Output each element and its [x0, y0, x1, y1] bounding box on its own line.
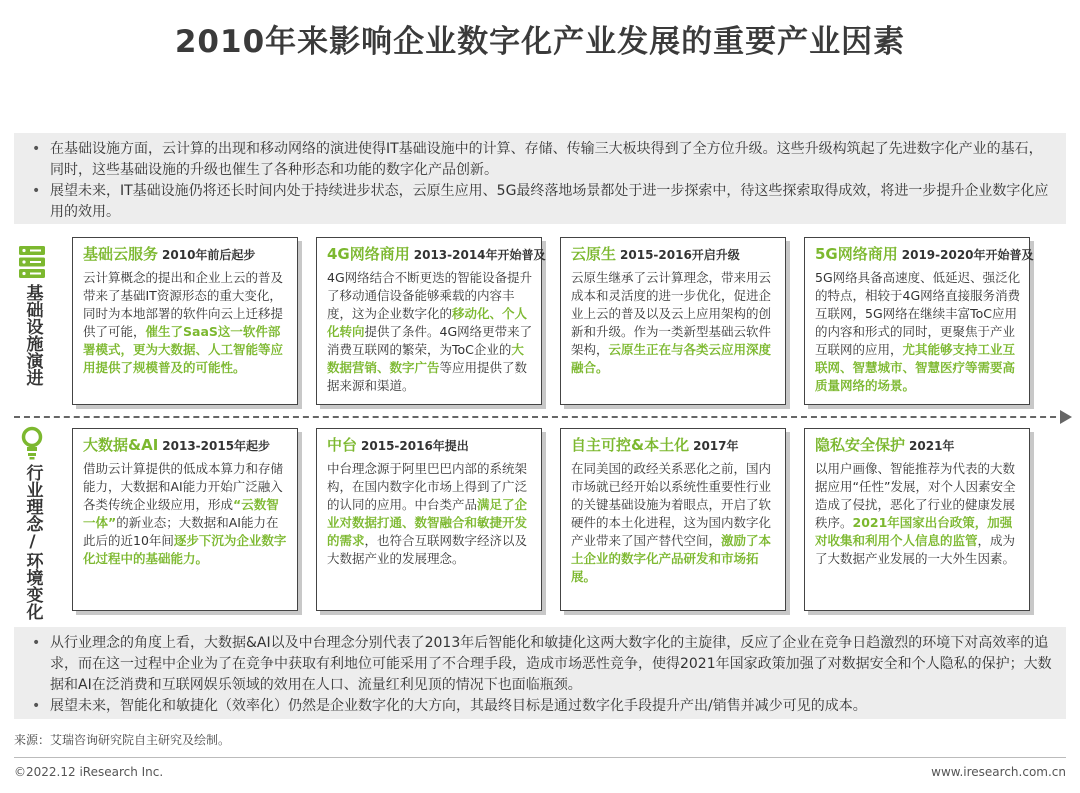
- body-text: 5G网络具备高速度、低延迟、强泛化的特点，相较于4G网络直接服务消费互联网，5G网络在继续丰富ToC应用的内容和形式的同时，更聚焦于产业互联网的应用，: [815, 270, 1021, 357]
- infra-card-cloud-native: [560, 237, 786, 405]
- industry-card-privacy: [804, 428, 1030, 611]
- highlighted-text: 云原生正在与各类云应用深度融合。: [571, 342, 772, 375]
- highlighted-text: 逐步下沉为企业数字化过程中的基础能力。: [83, 533, 287, 566]
- body-text: 4G网络结合不断更迭的智能设备提升了移动通信设备能够乘载的内容丰度，这为企业数字化的: [327, 270, 533, 321]
- card-year: 2013-2014年开始普及: [413, 248, 546, 262]
- card-keyword: 大数据&AI: [83, 436, 159, 454]
- highlighted-text: 激励了本土企业的数字化产品研发和市场拓展。: [571, 533, 772, 584]
- card-keyword: 隐私安全保护: [815, 436, 906, 454]
- body-text: 借助云计算提供的低成本算力和存储能力，大数据和AI能力开始广泛融入各类传统企业级应用，形成: [83, 461, 284, 512]
- card-year: 2013-2015年起步: [162, 439, 271, 453]
- body-text: ，也符合互联网数字经济以及大数据产业的发展理念。: [327, 533, 528, 566]
- infra-section-text: 基础设施演进: [22, 284, 43, 386]
- infra-card-cloud-service: [72, 237, 298, 405]
- body-text: ，成为了大数据产业发展的一大外生因素。: [815, 533, 1016, 566]
- card-year: 2015-2016年提出: [361, 439, 469, 453]
- server-icon: [17, 244, 47, 280]
- card-year: 2010年前后起步: [162, 248, 256, 262]
- bottom-bullet-1: • 从行业理念的角度上看，大数据&AI以及中台理念分别代表了2013年后智能化和敏捷化这两大数字化的主旋律，反应了企业在竞争日趋激烈的环境下对高效率的追求，而在这一过程中企业为了在竞争中获取有利地位可能采用了不合理手段，造成市场恶性竞争，使得2021年国家政策加强了对数据安全和个人隐私的保护；大数据和AI在泛消费和互联网娱乐领域的效用在人口、流量红利见顶的情况下也面临瓶颈。: [28, 633, 1054, 696]
- source-note: 来源：艾瑞咨询研究院自主研究及绘制。: [14, 733, 231, 747]
- copyright: ©2022.12 iResearch Inc.: [14, 765, 164, 779]
- timeline-divider: [14, 416, 1066, 418]
- card-keyword: 云原生: [571, 245, 617, 263]
- footer-divider: [14, 757, 1066, 758]
- top-summary-box: [14, 133, 1066, 224]
- highlighted-text: 满足了企业对数据打通、数智融合和敏捷开发的需求: [327, 497, 528, 548]
- page-title: 2010年来影响企业数字化产业发展的重要产业因素: [174, 24, 906, 60]
- highlighted-text: 移动化、个人化转向: [327, 306, 528, 339]
- industry-section-text: 行业理念/环境变化: [22, 464, 43, 620]
- body-text: 以用户画像、智能推荐为代表的大数据应用“任性”发展，对个人因素安全造成了侵扰，恶化了行业的健康发展秩序。: [815, 461, 1016, 530]
- body-text: 等应用提供了数据来源和渠道。: [327, 360, 528, 393]
- card-year: 2021年: [909, 439, 955, 453]
- body-text: 中台理念源于阿里巴巴内部的系统架构，在国内数字化市场上得到了广泛的认同的应用。中台类产品: [327, 461, 528, 512]
- infra-section-label: [10, 244, 54, 386]
- card-keyword: 基础云服务: [83, 245, 159, 263]
- card-year: 2017年: [693, 439, 739, 453]
- card-body: [327, 269, 533, 395]
- card-body: [327, 460, 533, 568]
- card-body: [571, 460, 777, 586]
- body-text: 云原生继承了云计算理念，带来用云成本和灵活度的进一步优化，促进企业上云的普及以及云上应用架构的创新和升级。作为一类新型基础云软件架构，: [571, 270, 772, 357]
- top-bullet-2: • 展望未来，IT基础设施仍将还长时间内处于持续进步状态，云原生应用、5G最终落地场景都处于进一步探索中，待这些探索取得成效，将进一步提升企业数字化应用的效用。: [28, 181, 1054, 223]
- timeline-arrow-icon: [1060, 410, 1072, 424]
- industry-section-label: [10, 426, 54, 620]
- highlighted-text: 催生了SaaS这一软件部署模式，更为大数据、人工智能等应用提供了规模普及的可能性。: [83, 324, 284, 375]
- card-keyword: 4G网络商用: [327, 245, 410, 263]
- card-keyword: 5G网络商用: [815, 245, 898, 263]
- body-text: 在同美国的政经关系恶化之前，国内市场就已经开始以系统性重要性行业的关键基础设施为着眼点，开启了软硬件的本土化进程，这为国内数字化产业带来了国产替代空间，: [571, 461, 772, 548]
- card-body: [83, 269, 289, 377]
- industry-card-localization: [560, 428, 786, 611]
- bottom-bullet-2: • 展望未来，智能化和敏捷化（效率化）仍然是企业数字化的大方向，其最终目标是通过数字化手段提升产出/销售并减少可见的成本。: [28, 696, 1054, 717]
- highlighted-text: “云数智一体”: [83, 497, 279, 530]
- lightbulb-icon: [20, 426, 44, 460]
- card-keyword: 自主可控&本土化: [571, 436, 690, 454]
- highlighted-text: 大数据营销、数字广告: [327, 342, 524, 375]
- body-text: 的新业态；大数据和AI能力在此后的近10年间: [83, 515, 279, 548]
- card-keyword: 中台: [327, 436, 358, 454]
- top-bullet-1: • 在基础设施方面，云计算的出现和移动网络的演进使得IT基础设施中的计算、存储、传输三大板块得到了全方位升级。这些升级构筑起了先进数字化产业的基石，同时，这些基础设施的升级也催生了各种形态和功能的数字化产品创新。: [28, 139, 1054, 181]
- body-text: 提供了条件。4G网络更带来了消费互联网的繁荣，为ToC企业的: [327, 324, 533, 357]
- card-body: [571, 269, 777, 377]
- card-year: 2019-2020年开始普及: [901, 248, 1034, 262]
- infra-card-5g: [804, 237, 1034, 405]
- website-link[interactable]: www.iresearch.com.cn: [931, 765, 1066, 779]
- card-body: [815, 269, 1021, 395]
- industry-card-bigdata-ai: [72, 428, 298, 611]
- body-text: 云计算概念的提出和企业上云的普及带来了基础IT资源形态的重大变化，同时为本地部署的软件向云上迁移提供了可能，: [83, 270, 284, 339]
- highlighted-text: 尤其能够支持工业互联网、智慧城市、智慧医疗等需要高质量网络的场景。: [815, 342, 1016, 393]
- industry-card-middle-platform: [316, 428, 542, 611]
- card-body: [815, 460, 1021, 568]
- card-body: [83, 460, 289, 568]
- card-year: 2015-2016开启升级: [620, 248, 740, 262]
- bottom-summary-box: [14, 627, 1066, 719]
- highlighted-text: 2021年国家出台政策，加强对收集和利用个人信息的监管: [815, 515, 1013, 548]
- infra-card-4g: [316, 237, 546, 405]
